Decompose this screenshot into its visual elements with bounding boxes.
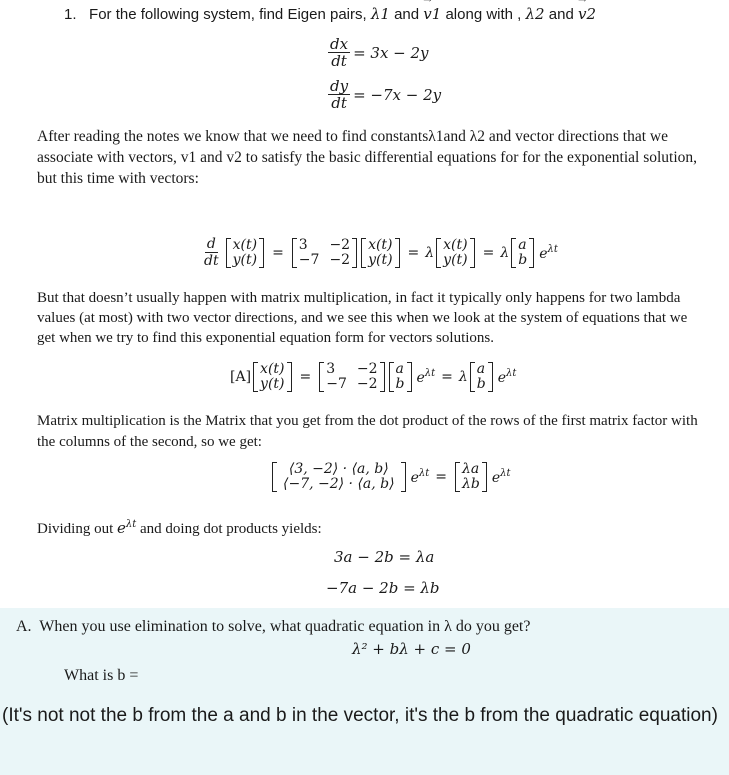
problem-prompt: For the following system, find Eigen pairs, — [89, 6, 367, 23]
result-line-2: −7a − 2b = λb — [326, 579, 440, 597]
eigen-equation-1 — [202, 236, 558, 269]
clarification-note: (It's not not the b from the a and b in the vector, it's the b from the quadratic equation) — [2, 705, 718, 726]
eigen-equation-2: [A] x(t) y(t) = 3 −2 −7 −2 a b $e^{\lambda t}$ = λ a b $e^{\lambda t}$ — [230, 361, 517, 392]
equation-dx-dt — [328, 36, 429, 69]
eq2-rhs: = −7x − 2y — [353, 85, 442, 104]
equals: = — [272, 244, 284, 261]
v2-symbol: → v2 — [578, 5, 596, 23]
and-word-2: and — [548, 6, 574, 23]
equals-6: = — [435, 469, 447, 485]
d-symbol: d — [206, 236, 216, 252]
lambda-symbol: λ — [425, 244, 435, 261]
lambda-symbol-2: λ — [500, 244, 510, 261]
equals-5: = — [441, 369, 453, 385]
along-with-word: along with , — [445, 6, 522, 23]
matrix-A-label: [A] — [230, 369, 252, 385]
dividing-prefix: Dividing out — [37, 521, 114, 537]
dt-symbol: dt — [204, 253, 219, 269]
equals-3: = — [482, 244, 495, 261]
equals-2: = — [407, 244, 420, 261]
eq1-numerator: dx — [330, 35, 349, 53]
coefficient-matrix: 3 −2 −7 −2 — [292, 238, 357, 268]
xy-vector-2: x(t) y(t) — [361, 238, 399, 268]
quadratic-form: λ² + bλ + c = 0 — [352, 640, 471, 658]
xy-vector: x(t) y(t) — [226, 238, 264, 268]
xy-vector-4: x(t) y(t) — [253, 362, 291, 392]
dot-product-matrix: ⟨3, −2⟩ · ⟨a, b⟩ ⟨−7, −2⟩ · ⟨a, b⟩ — [272, 462, 406, 492]
xy-vector-3: x(t) y(t) — [436, 238, 474, 268]
eq1-rhs: = 3x − 2y — [353, 43, 429, 62]
equation-dy-dt — [328, 78, 441, 111]
lambda2-symbol: λ2 — [525, 5, 545, 23]
equals-4: = — [299, 369, 312, 385]
problem-number: 1. — [64, 6, 77, 23]
and-word: and — [394, 6, 420, 23]
eq2-numerator: dy — [330, 77, 349, 95]
v1-symbol: → v1 — [423, 5, 441, 23]
problem-header — [64, 5, 596, 23]
dividing-suffix: and doing dot products yields: — [140, 521, 322, 537]
paragraph-matrix-mult: Matrix multiplication is the Matrix that you get from the dot product of the rows of the first matrix factor with the columns of the second, so we get: — [37, 413, 698, 450]
eq2-denominator: dt — [331, 94, 347, 112]
lambda1-symbol: λ1 — [370, 5, 390, 23]
exp-e: e — [539, 245, 548, 262]
lambda-ab-vector: λa λb — [455, 462, 487, 492]
ab-vector: a b — [511, 238, 534, 268]
dot-product-equation: ⟨3, −2⟩ · ⟨a, b⟩ ⟨−7, −2⟩ · ⟨a, b⟩ $e^{\lambda t}$ = λa λb $e^{\lambda t}$ — [270, 462, 510, 492]
eq1-denominator: dt — [331, 52, 347, 70]
result-line-1: 3a − 2b = λa — [334, 548, 435, 566]
lambda-symbol-3: λ — [458, 369, 468, 385]
ab-vector-2: a b — [389, 362, 412, 392]
exp-sup: λt — [547, 243, 558, 255]
part-a-label: A. — [16, 618, 32, 635]
part-a-question — [16, 616, 530, 637]
what-is-b-label: What is b = — [64, 667, 139, 684]
part-a-question-text: When you use elimination to solve, what quadratic equation in λ do you get? — [39, 618, 531, 635]
coefficient-matrix-2: 3 −2 −7 −2 — [319, 362, 384, 392]
paragraph-explanation: But that doesn’t usually happen with matrix multiplication, in fact it typically only happens for two lambda values (at most) with two vector directions, and we see this when we look at the system of equations that we get when we try to find this exponential equation form for vectors solutions. — [37, 290, 688, 346]
paragraph-intro: After reading the notes we know that we need to find constantsλ1and λ2 and vector directions that we associate with vectors, v1 and v2 to satisfy the basic differential equations for for the exponential solution, but this time with vectors: — [37, 128, 698, 187]
paragraph-dividing: Dividing out $e^{\lambda t}$ and doing dot products yields: — [37, 519, 322, 537]
ab-vector-3: a b — [470, 362, 493, 392]
